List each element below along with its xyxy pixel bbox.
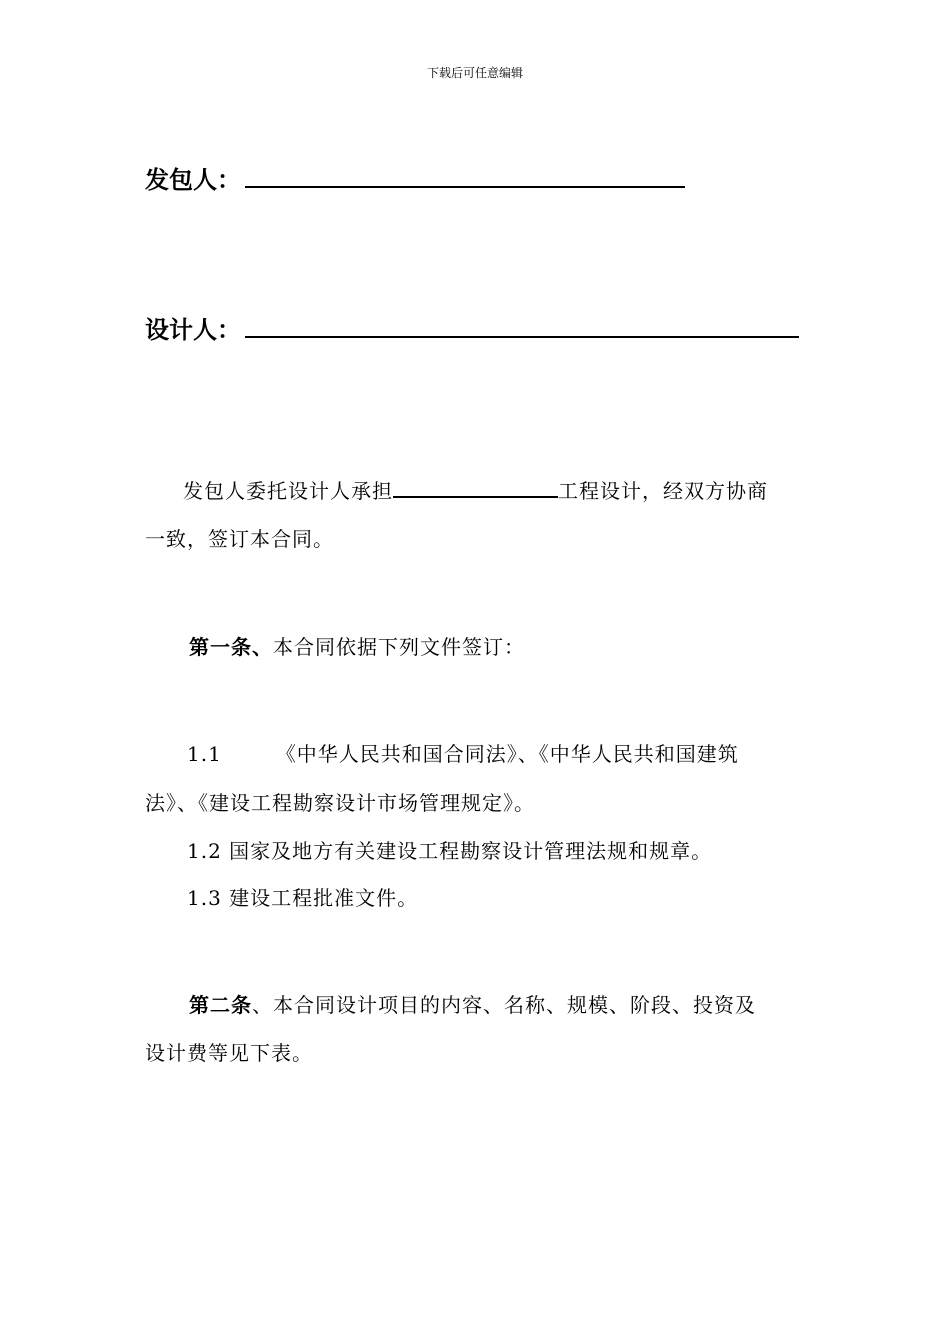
intro-line-2: 一致，签订本合同。 <box>145 527 334 551</box>
designer-label: 设计人： <box>145 316 241 344</box>
article-1-heading <box>189 631 525 660</box>
item-1-1-line-1 <box>187 738 739 767</box>
employer-blank-line <box>245 168 685 188</box>
employer-label: 发包人： <box>145 166 241 194</box>
article-2-text: 、本合同设计项目的内容、名称、规模、阶段、投资及 <box>252 993 756 1017</box>
item-1-1-line-2: 法》、《建设工程勘察设计市场管理规定》。 <box>145 791 535 815</box>
article-1-title: 第一条、 <box>189 635 273 659</box>
employer-field <box>145 160 685 195</box>
page-header: 下载后可任意编辑 <box>426 66 523 80</box>
item-text: 《中华人民共和国合同法》、《中华人民共和国建筑 <box>275 742 739 766</box>
designer-blank-line <box>245 318 799 338</box>
article-2-line-1 <box>189 989 756 1018</box>
item-text: 国家及地方有关建设工程勘察设计管理法规和规章。 <box>229 839 713 863</box>
article-2-line-2: 设计费等见下表。 <box>145 1041 313 1065</box>
article-1-text: 本合同依据下列文件签订： <box>273 635 525 659</box>
item-text: 建设工程批准文件。 <box>229 886 419 910</box>
designer-field <box>145 310 799 345</box>
intro-prefix: 发包人委托设计人承担 <box>183 479 393 503</box>
item-1-3 <box>187 882 418 911</box>
item-number: 1.1 <box>187 742 222 766</box>
article-2-title: 第二条 <box>189 993 252 1017</box>
intro-line-1 <box>183 475 768 504</box>
intro-suffix: 工程设计，经双方协商 <box>558 479 768 503</box>
item-number: 1.3 <box>187 886 222 910</box>
item-1-2 <box>187 835 712 864</box>
project-blank-line <box>393 478 558 498</box>
item-number: 1.2 <box>187 839 222 863</box>
